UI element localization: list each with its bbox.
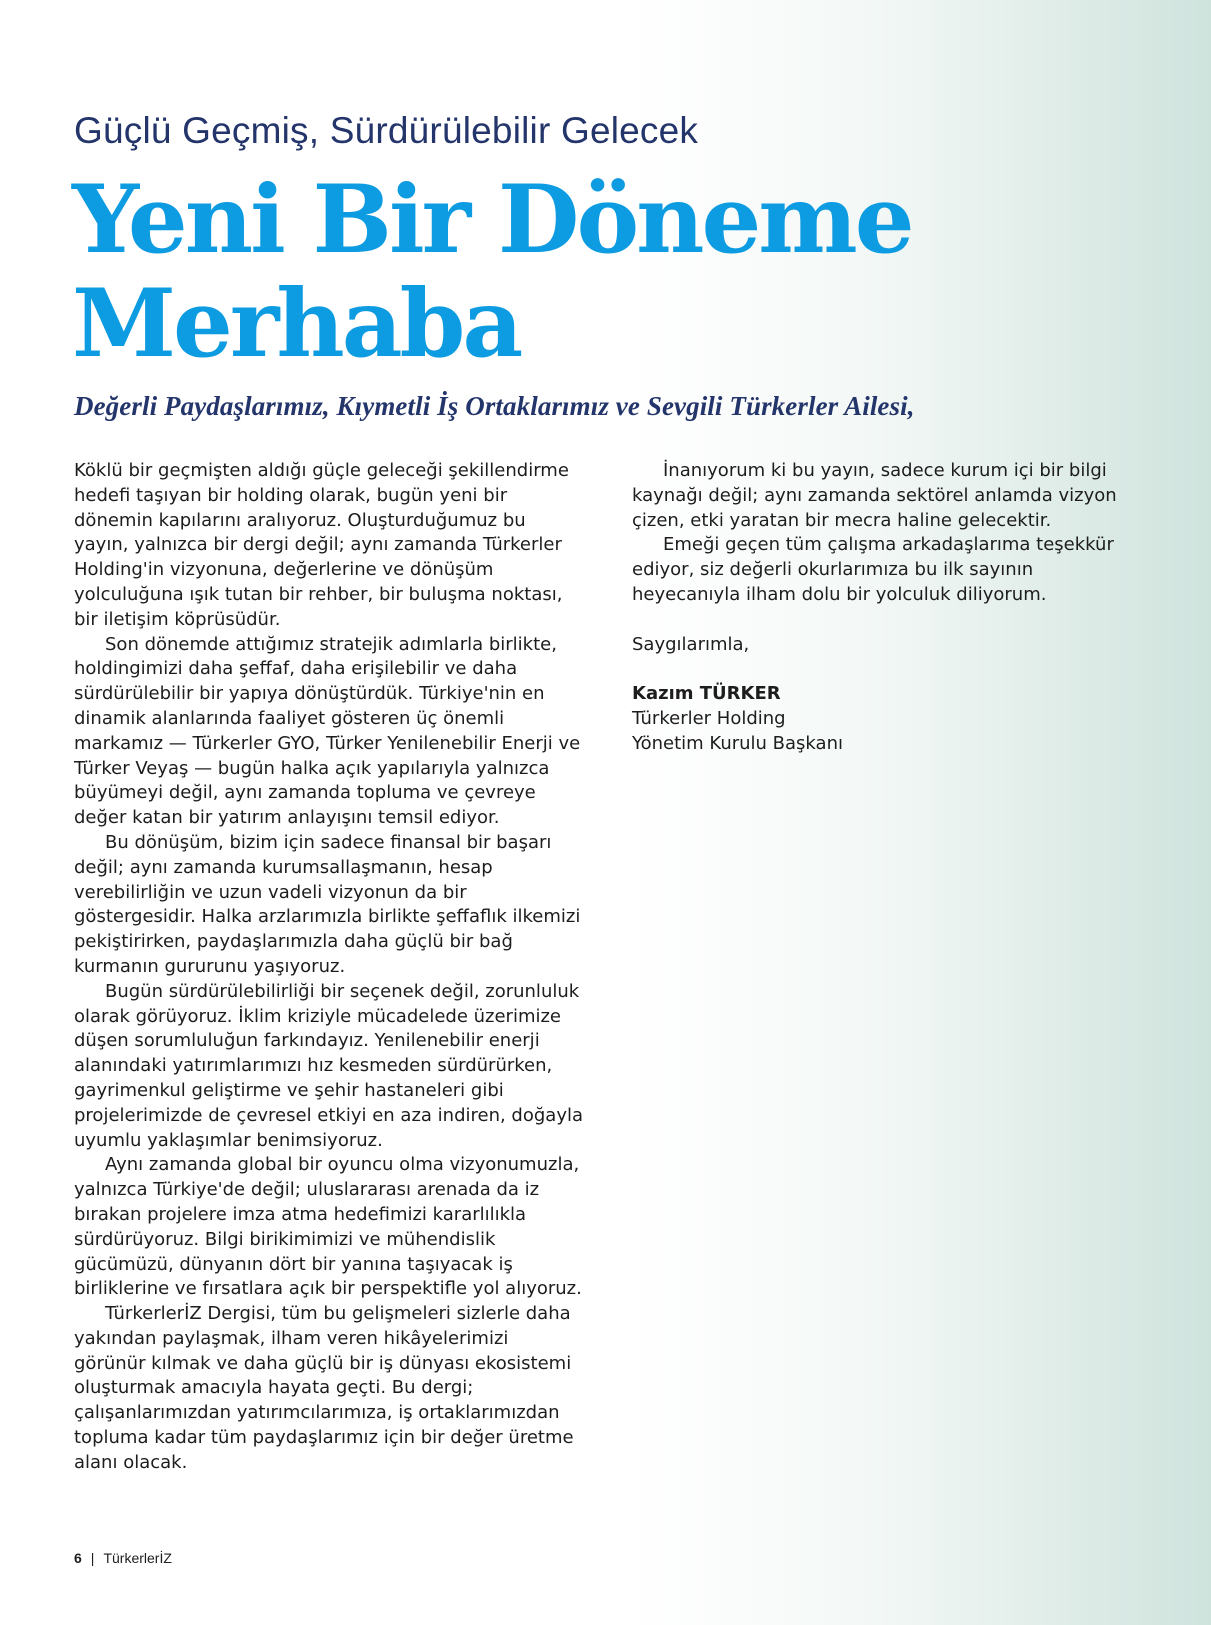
body-paragraph-2: Son dönemde attığımız stratejik adımlarla birlikte, holdingimizi daha şeffaf, daha erişilebilir ve daha sürdürülebilir bir yapıya dönüştürdük. Türkiye'nin en dinamik alanlarında faaliyet gösteren üç önemli markamız — Türkerler GYO, Türker Yenilenebilir Enerji ve Türker Veyaş — bugün halka açık yapılarıyla yalnızca büyümeyi değil, aynı zamanda topluma ve çevreye değer katan bir yatırım anlayışını temsil ediyor.: [74, 633, 581, 829]
page-number: 6: [74, 1550, 82, 1566]
page-footer: [74, 1550, 172, 1566]
body-paragraph-4: Bugün sürdürülebilirliği bir seçenek değil, zorunluluk olarak görüyoruz. İklim kriziyle mücadelede üzerimize düşen sorumluluğun farkındayız. Yenilenebilir enerji alanındaki yatırımlarımızı hız kesmeden sürdürürken, gayrimenkul geliştirme ve şehir hastaneleri gibi projelerimizde de çevresel etkiyi en aza indiren, doğayla uyumlu yaklaşımlar benimsiyoruz.: [74, 980, 584, 1151]
body-paragraph-1: Köklü bir geçmişten aldığı güçle geleceği şekillendirme hedefi taşıyan bir holding olarak, bugün yeni bir dönemin kapılarını aralıyoruz. Oluşturduğumuz bu yayın, yalnızca bir dergi değil; aynı zamanda Türkerler Holding'in vizyonuna, değerlerine ve dönüşüm yolculuğuna ışık tutan bir rehber, bir buluşma noktası, bir iletişim köprüsüdür.: [74, 460, 569, 630]
body-paragraph-8: Emeği geçen tüm çalışma arkadaşlarıma teşekkür ediyor, siz değerli okurlarımıza bu ilk sayının heyecanıyla ilham dolu bir yolculuk diliyorum.: [632, 534, 1114, 605]
salutation: Değerli Paydaşlarımız, Kıymetli İş Ortaklarımız ve Sevgili Türkerler Ailesi,: [74, 391, 915, 421]
body-paragraph-5: Aynı zamanda global bir oyuncu olma vizyonumuzla, yalnızca Türkiye'de değil; uluslararası arenada da iz bırakan projelere imza atma hedefimizi kararlılıkla sürdürüyoruz. Bilgi birikimimizi ve mühendislik gücümüzü, dünyanın dört bir yanına taşıyacak iş birliklerine ve fırsatlara açık bir perspektifle yol alıyoruz.: [74, 1154, 582, 1300]
headline: [72, 165, 1152, 379]
kicker-subtitle: Güçlü Geçmiş, Sürdürülebilir Gelecek: [74, 110, 699, 151]
headline-line-2: Merhaba: [72, 269, 521, 379]
signature-title: Yönetim Kurulu Başkanı: [632, 732, 843, 754]
body-paragraph-7: İnanıyorum ki bu yayın, sadece kurum içi bir bilgi kaynağı değil; aynı zamanda sektörel anlamda vizyon çizen, etki yaratan bir mecra haline gelecektir.: [632, 460, 1117, 531]
body-paragraph-3: Bu dönüşüm, bizim için sadece finansal bir başarı değil; aynı zamanda kurumsallaşmanın, hesap verebilirliğin ve uzun vadeli vizyonun da bir göstergesidir. Halka arzlarımızla birlikte şeffaflık ilkemizi pekiştirirken, paydaşlarımızla daha güçlü bir bağ kurmanın gururunu yaşıyoruz.: [74, 831, 581, 977]
left-column: [74, 459, 584, 1476]
closing-line: Saygılarımla,: [632, 633, 750, 655]
publication-name: TürkerlerİZ: [103, 1550, 172, 1566]
headline-line-1: Yeni Bir Döneme: [72, 165, 912, 275]
signature-block: [632, 682, 1144, 756]
footer-separator: |: [90, 1550, 95, 1566]
right-column: [632, 459, 1144, 757]
signature-name: Kazım TÜRKER: [632, 683, 781, 705]
signature-company: Türkerler Holding: [632, 707, 786, 729]
body-paragraph-6: TürkerlerİZ Dergisi, tüm bu gelişmeleri sizlerle daha yakından paylaşmak, ilham veren hikâyelerimizi görünür kılmak ve daha güçlü bir iş dünyası ekosistemi oluşturmak amacıyla hayata geçti. Bu dergi; çalışanlarımızdan yatırımcılarımıza, iş ortaklarımızdan topluma kadar tüm paydaşlarımız için bir değer üretme alanı olacak.: [74, 1303, 574, 1473]
